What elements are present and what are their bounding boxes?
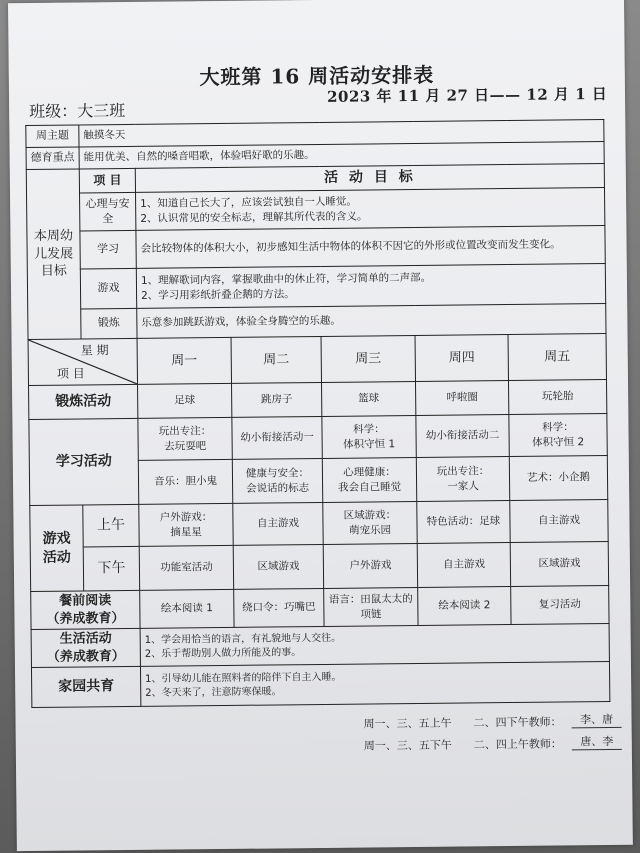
home-row xyxy=(31,662,609,708)
life-row xyxy=(31,624,609,668)
game-pm-label: 下午 xyxy=(83,546,139,591)
game-cell: 自主游戏 xyxy=(510,499,608,542)
game-cell: 区域游戏： 萌宠乐园 xyxy=(323,501,417,544)
game-cell: 户外游戏 xyxy=(323,543,417,588)
exercise-cell: 跳房子 xyxy=(232,382,322,417)
theme-value: 触摸冬天 xyxy=(79,119,604,146)
goal-text: 1、知道自己长大了，应该尝试独自一人睡觉。 2、认识常见的安全标志，理解其所代表的含义。 xyxy=(136,187,605,230)
corner-weekday-label: 星 期 xyxy=(80,343,109,358)
goal-item-label: 游戏 xyxy=(80,268,136,309)
study-cell: 玩出专注： 去玩耍吧 xyxy=(138,417,232,460)
goal-item-header: 项 目 xyxy=(79,168,135,193)
life-label: 生活活动 （养成教育） xyxy=(31,628,140,667)
goal-text-header: 活 动 目 标 xyxy=(135,163,604,192)
home-label: 家园共育 xyxy=(31,667,140,708)
study-row xyxy=(29,413,607,461)
study-cell: 幼小衔接活动二 xyxy=(416,415,509,458)
exercise-cell: 呼啦圈 xyxy=(416,381,509,416)
teacher-names: 李、唐 xyxy=(571,711,621,729)
corner-cell xyxy=(28,338,137,385)
goal-item-label: 心理与安全 xyxy=(80,192,136,231)
game-label: 游戏活动 xyxy=(30,505,84,592)
reading-cell: 绘本阅读 2 xyxy=(418,586,511,625)
moral-label: 德育重点 xyxy=(26,147,79,170)
corner-item-label: 项 目 xyxy=(56,366,85,381)
reading-label: 餐前阅读 （养成教育） xyxy=(31,590,140,629)
day-header: 周二 xyxy=(231,336,321,383)
study-cell: 科学： 体积守恒 1 xyxy=(322,415,416,458)
exercise-cell: 篮球 xyxy=(322,381,416,416)
game-cell: 功能室活动 xyxy=(139,545,233,590)
game-am-label: 上午 xyxy=(83,504,139,547)
teacher-schedule-line: 周一、三、五下午 二、四上午教师： xyxy=(363,737,562,753)
goal-row xyxy=(27,263,605,309)
goal-row xyxy=(27,225,605,269)
goal-text: 会比较物体的体积大小，初步感知生活中物体的体积不因它的外形或位置改变而发生变化。 xyxy=(136,225,605,268)
moral-value: 能用优美、自然的嗓音唱歌，体验唱好歌的乐趣。 xyxy=(79,141,604,168)
study-cell: 音乐：胆小鬼 xyxy=(138,459,232,504)
goal-text: 1、理解歌词内容，掌握歌曲中的休止符，学习简单的二声部。 2、学习用彩纸折叠企鹅的方法。 xyxy=(136,263,605,308)
day-header: 周四 xyxy=(415,335,508,382)
game-pm-row xyxy=(30,541,608,591)
game-cell: 自主游戏 xyxy=(233,502,323,545)
teacher-schedule-line: 周一、三、五上午 二、四下午教师： xyxy=(363,715,562,731)
reading-cell: 绕口令：巧嘴巴 xyxy=(234,588,324,627)
schedule-paper xyxy=(8,0,633,851)
goal-item-label: 学习 xyxy=(80,230,136,269)
goals-section-label: 本周幼儿发展目标 xyxy=(26,169,81,340)
study-cell: 艺术：小企鹅 xyxy=(509,455,607,500)
day-header: 周五 xyxy=(508,333,606,380)
study-cell: 科学： 体积守恒 2 xyxy=(509,413,607,456)
study-label: 学习活动 xyxy=(29,418,139,505)
goal-row xyxy=(27,187,605,231)
exercise-label: 锻炼活动 xyxy=(29,384,138,419)
teacher-names: 唐、李 xyxy=(572,733,622,751)
exercise-cell: 足球 xyxy=(138,383,232,418)
page-title: 大班第 16 周活动安排表 xyxy=(199,62,435,90)
goal-text: 乐意参加跳跃游戏，体验全身腾空的乐趣。 xyxy=(137,303,606,338)
life-text: 1、学会用恰当的语言，有礼貌地与人交往。 2、乐于帮助别人做力所能及的事。 xyxy=(140,624,609,667)
reading-row xyxy=(31,585,609,629)
goal-item-label: 锻炼 xyxy=(81,308,137,339)
home-text: 1、引导幼儿能在照料者的陪伴下自主入睡。 2、冬天来了，注意防寒保暖。 xyxy=(140,662,609,707)
game-cell: 特色活动：足球 xyxy=(417,500,510,543)
game-am-row xyxy=(30,499,608,547)
day-header: 周三 xyxy=(321,335,415,382)
day-header-row xyxy=(28,333,606,385)
game-cell: 自主游戏 xyxy=(417,542,510,587)
theme-label: 周主题 xyxy=(26,125,79,148)
study-cell: 心理健康： 我会自己睡觉 xyxy=(322,457,416,502)
date-range: 2023 年 11 月 27 日—— 12 月 1 日 xyxy=(326,84,608,106)
reading-cell: 语言：田鼠太太的 项链 xyxy=(324,587,418,626)
study-cell: 玩出专注： 一家人 xyxy=(416,457,509,502)
schedule-table xyxy=(25,119,610,708)
reading-cell: 复习活动 xyxy=(511,585,609,624)
exercise-cell: 玩轮胎 xyxy=(508,379,606,414)
game-cell: 区域游戏 xyxy=(233,544,323,589)
class-label: 班级：大三班 xyxy=(29,101,126,122)
reading-cell: 绘本阅读 1 xyxy=(140,589,234,628)
study-cell: 幼小衔接活动一 xyxy=(232,416,322,459)
game-cell: 区域游戏 xyxy=(510,541,608,586)
study-cell: 健康与安全： 会说话的标志 xyxy=(232,458,322,503)
day-header: 周一 xyxy=(137,337,231,384)
game-cell: 户外游戏： 摘星星 xyxy=(139,503,233,546)
